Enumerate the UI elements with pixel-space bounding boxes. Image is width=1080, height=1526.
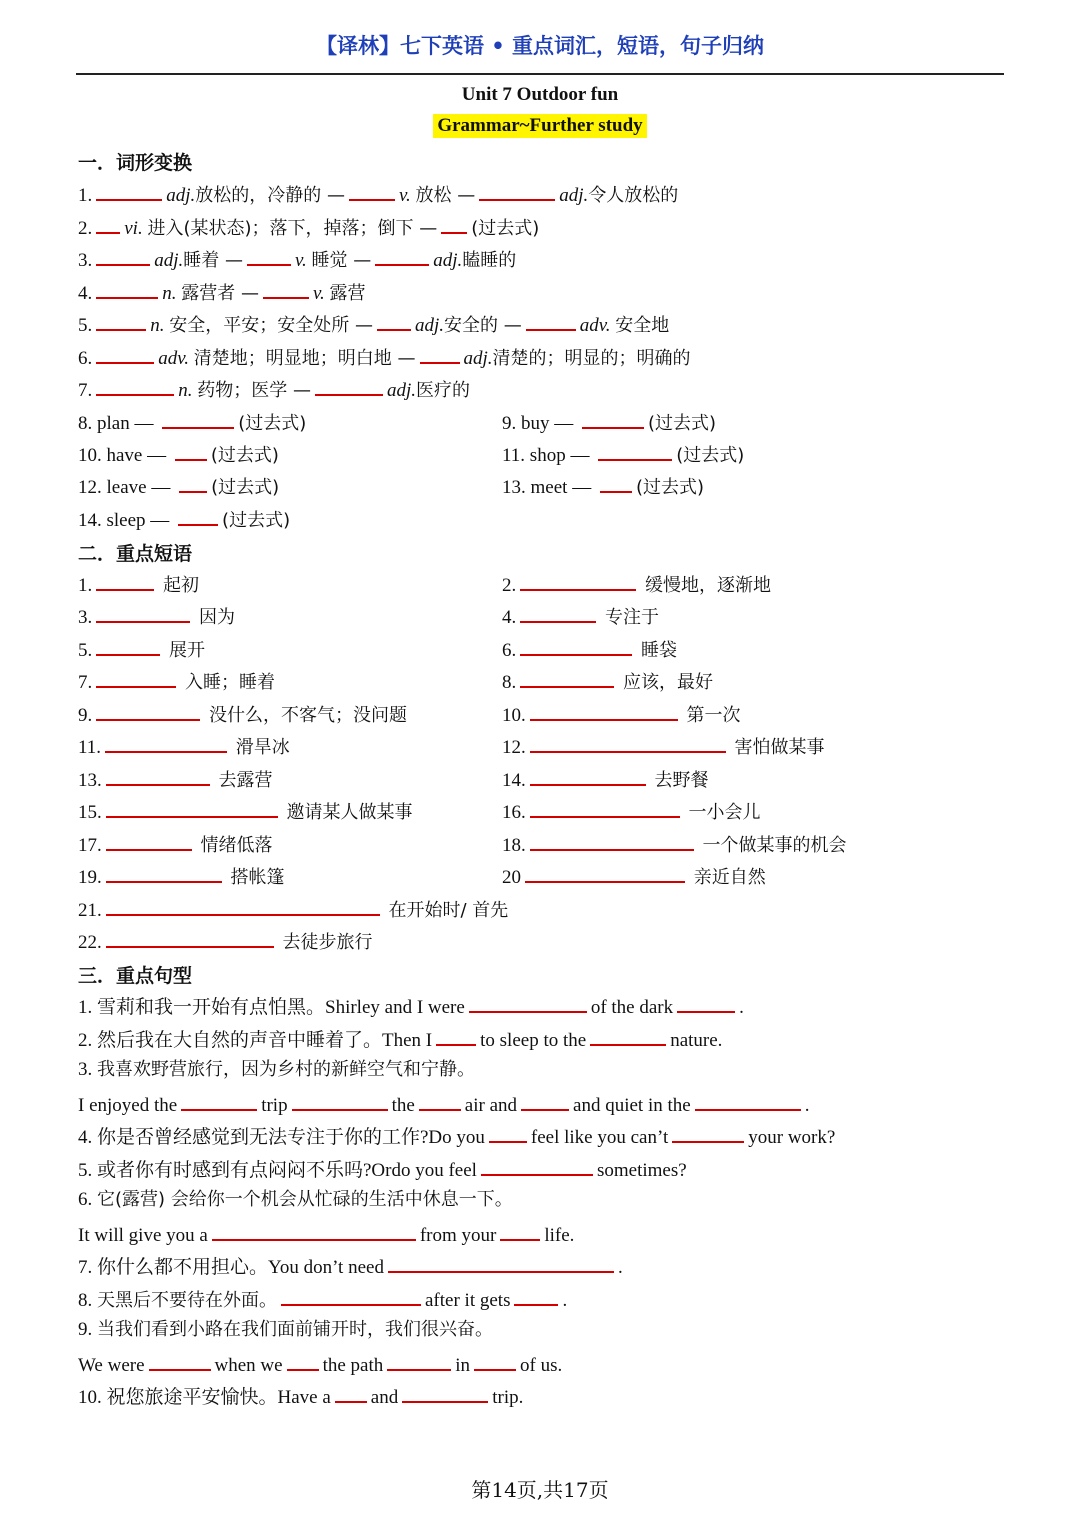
answer-blank[interactable] [105,733,227,753]
answer-blank[interactable] [149,1351,211,1371]
answer-blank[interactable] [474,1351,516,1371]
answer-blank[interactable] [420,344,460,364]
phrase-item: 12. 害怕做某事 [502,733,825,760]
sentence-6: 6. 它(露营) 会给你一个机会从忙碌的生活中休息一下。 [78,1189,513,1210]
wordform-line-2: 2. vi. 进入(某状态)；落下，掉落；倒下 — (过去式) [78,214,539,241]
sentence-8: 8. 天黑后不要待在外面。 after it gets . [78,1286,567,1313]
wordform-past-11: 11. shop — (过去式) [502,441,744,468]
page-header: 【译林】七下英语 • 重点词汇，短语，句子归纳 [315,34,765,58]
answer-blank[interactable] [178,506,218,526]
answer-blank[interactable] [96,603,190,623]
answer-blank[interactable] [96,701,200,721]
phrase-item: 16. 一小会儿 [502,798,761,825]
answer-blank[interactable] [600,473,632,493]
answer-blank[interactable] [672,1123,744,1143]
answer-blank[interactable] [520,603,596,623]
answer-blank[interactable] [315,376,383,396]
section-word-forms: 一．词形变换 [78,152,193,174]
answer-blank[interactable] [520,668,614,688]
phrase-item: 5. 展开 [78,636,205,663]
answer-blank[interactable] [530,733,726,753]
answer-blank[interactable] [106,831,192,851]
subtitle-wrap [0,114,1080,138]
phrase-item: 7. 入睡；睡着 [78,668,275,695]
wordform-line-1: 1. adj.放松的，冷静的 — v. 放松 — adj.令人放松的 [78,181,678,208]
subtitle: Grammar~Further study [433,114,646,138]
answer-blank[interactable] [481,1156,593,1176]
answer-blank[interactable] [530,798,680,818]
phrase-item: 13. 去露营 [78,766,273,793]
phrase-item: 8. 应该，最好 [502,668,713,695]
phrase-item: 2. 缓慢地，逐渐地 [502,571,771,598]
phrase-item: 10. 第一次 [502,701,741,728]
answer-blank[interactable] [106,896,380,916]
sentence-5: 5. 或者你有时感到有点闷闷不乐吗?Ordo you feel sometimes? [78,1156,687,1183]
phrase-item: 17. 情绪低落 [78,831,273,858]
phrase-item: 1. 起初 [78,571,199,598]
sentence-7: 7. 你什么都不用担心。You don’t need . [78,1253,623,1280]
sentence-2: 2. 然后我在大自然的声音中睡着了。Then I to sleep to the nature. [78,1026,722,1053]
answer-blank[interactable] [582,409,644,429]
wordform-line-4: 4. n. 露营者 — v. 露营 [78,279,366,306]
phrase-item: 3. 因为 [78,603,235,630]
answer-blank[interactable] [96,344,154,364]
wordform-past-13: 13. meet — (过去式) [502,473,704,500]
answer-blank[interactable] [106,928,274,948]
answer-blank[interactable] [677,993,735,1013]
phrase-item: 18. 一个做某事的机会 [502,831,847,858]
sentence-3-english: I enjoyed the trip the air and and quiet in the . [78,1091,809,1118]
answer-blank[interactable] [441,214,467,234]
wordform-line-5: 5. n. 安全，平安；安全处所 — adj.安全的 — adv. 安全地 [78,311,669,338]
answer-blank[interactable] [590,1026,666,1046]
answer-blank[interactable] [287,1351,319,1371]
answer-blank[interactable] [387,1351,451,1371]
answer-blank[interactable] [525,863,685,883]
phrase-item: 15. 邀请某人做某事 [78,798,413,825]
wordform-line-6: 6. adv. 清楚地；明显地；明白地 — adj.清楚的；明显的；明确的 [78,344,691,371]
header-divider [76,73,1004,75]
sentence-3: 3. 我喜欢野营旅行，因为乡村的新鲜空气和宁静。 [78,1059,475,1080]
phrase-item: 9. 没什么，不客气；没问题 [78,701,407,728]
phrase-item: 22. 去徒步旅行 [78,928,373,955]
phrase-item: 6. 睡袋 [502,636,677,663]
sentence-6-english: It will give you a from your life. [78,1221,574,1248]
phrase-item: 14. 去野餐 [502,766,709,793]
sentence-4: 4. 你是否曾经感觉到无法专注于你的工作?Do you feel like you can’t your work? [78,1123,835,1150]
wordform-past-9: 9. buy — (过去式) [502,409,716,436]
answer-blank[interactable] [212,1221,416,1241]
answer-blank[interactable] [489,1123,527,1143]
answer-blank[interactable] [106,863,222,883]
answer-blank[interactable] [375,246,429,266]
answer-blank[interactable] [281,1286,421,1306]
answer-blank[interactable] [181,1091,257,1111]
wordform-line-7: 7. n. 药物；医学 — adj.医疗的 [78,376,470,403]
wordform-past-12: 12. leave — (过去式) [78,473,279,500]
section-key-sentences: 三．重点句型 [78,965,193,987]
answer-blank[interactable] [96,636,160,656]
answer-blank[interactable] [96,279,158,299]
answer-blank[interactable] [526,311,576,331]
answer-blank[interactable] [521,1091,569,1111]
answer-blank[interactable] [106,798,278,818]
phrase-item: 21. 在开始时/ 首先 [78,896,508,923]
answer-blank[interactable] [292,1091,388,1111]
answer-blank[interactable] [530,766,646,786]
answer-blank[interactable] [349,181,395,201]
page-footer: 第14页,共17页 [471,1478,609,1502]
answer-blank[interactable] [520,571,636,591]
answer-blank[interactable] [247,246,291,266]
answer-blank[interactable] [419,1091,461,1111]
sentence-9-english: We were when we the path in of us. [78,1351,562,1378]
answer-blank[interactable] [520,636,632,656]
unit-title: Unit 7 Outdoor fun [461,84,619,105]
wordform-past-8: 8. plan — (过去式) [78,409,306,436]
answer-blank[interactable] [162,409,234,429]
phrase-item: 4. 专注于 [502,603,659,630]
answer-blank[interactable] [96,571,154,591]
phrase-item: 19. 搭帐篷 [78,863,285,890]
answer-blank[interactable] [500,1221,540,1241]
answer-blank[interactable] [96,668,176,688]
answer-blank[interactable] [598,441,672,461]
answer-blank[interactable] [530,701,678,721]
answer-blank[interactable] [388,1253,614,1273]
answer-blank[interactable] [96,376,174,396]
answer-blank[interactable] [106,766,210,786]
answer-blank[interactable] [96,246,150,266]
answer-blank[interactable] [96,311,146,331]
answer-blank[interactable] [377,311,411,331]
sentence-9: 9. 当我们看到小路在我们面前铺开时，我们很兴奋。 [78,1319,493,1340]
answer-blank[interactable] [436,1026,476,1046]
answer-blank[interactable] [402,1383,488,1403]
section-key-phrases: 二．重点短语 [78,543,193,565]
answer-blank[interactable] [530,831,694,851]
wordform-past-10: 10. have — (过去式) [78,441,279,468]
answer-blank[interactable] [175,441,207,461]
wordform-past-14: 14. sleep — (过去式) [78,506,290,533]
phrase-item: 11. 滑旱冰 [78,733,290,760]
sentence-10: 10. 祝您旅途平安愉快。Have a and trip. [78,1383,523,1410]
answer-blank[interactable] [695,1091,801,1111]
answer-blank[interactable] [479,181,555,201]
answer-blank[interactable] [96,214,120,234]
answer-blank[interactable] [335,1383,367,1403]
answer-blank[interactable] [469,993,587,1013]
wordform-line-3: 3. adj.睡着 — v. 睡觉 — adj.瞌睡的 [78,246,516,273]
sentence-1: 1. 雪莉和我一开始有点怕黑。Shirley and I were of the dark . [78,993,744,1020]
answer-blank[interactable] [263,279,309,299]
answer-blank[interactable] [514,1286,558,1306]
answer-blank[interactable] [179,473,207,493]
phrase-item: 20 亲近自然 [502,863,766,890]
answer-blank[interactable] [96,181,162,201]
